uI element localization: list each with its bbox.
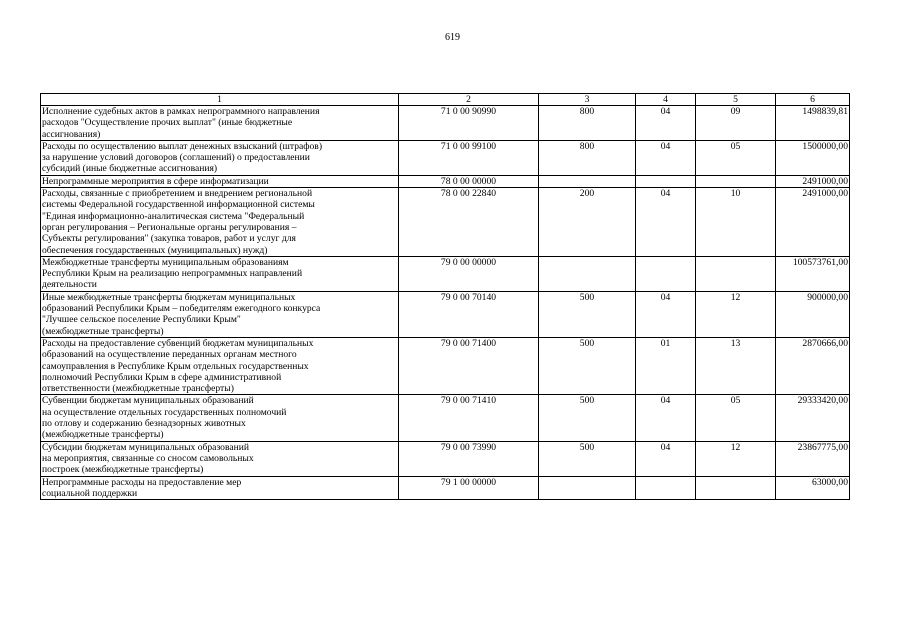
row-section: 04 bbox=[636, 441, 696, 476]
row-code: 79 1 00 00000 bbox=[399, 476, 539, 500]
row-subsection: 05 bbox=[696, 140, 776, 175]
row-subsection bbox=[696, 256, 776, 291]
row-description: Расходы, связанные с приобретением и внедрением региональной системы Федеральной государственной информационной системы "Единая информационно-аналитическая система "Федеральный орган регулирования – Региональные органы регулирования – Субъекты регулирования" (закупка товаров, работ и услуг для обеспечения государственных (муниципальных) нужд) bbox=[41, 188, 399, 257]
table-row bbox=[41, 395, 850, 441]
row-subsection: 12 bbox=[696, 441, 776, 476]
row-expense-type bbox=[539, 476, 636, 500]
row-amount: 23867775,00 bbox=[776, 441, 850, 476]
table-row bbox=[41, 106, 850, 141]
column-header: 3 bbox=[539, 94, 636, 106]
table-row bbox=[41, 476, 850, 500]
column-header: 2 bbox=[399, 94, 539, 106]
table-row bbox=[41, 140, 850, 175]
row-expense-type: 500 bbox=[539, 337, 636, 394]
row-code: 79 0 00 71410 bbox=[399, 395, 539, 441]
row-section bbox=[636, 175, 696, 187]
row-amount: 1498839,81 bbox=[776, 106, 850, 141]
row-amount: 2491000,00 bbox=[776, 188, 850, 257]
table-header-row bbox=[41, 94, 850, 106]
row-subsection: 13 bbox=[696, 337, 776, 394]
row-subsection: 12 bbox=[696, 291, 776, 337]
page-number: 619 bbox=[445, 32, 460, 43]
row-section: 01 bbox=[636, 337, 696, 394]
column-header: 4 bbox=[636, 94, 696, 106]
row-section: 04 bbox=[636, 395, 696, 441]
row-amount: 2491000,00 bbox=[776, 175, 850, 187]
table-body bbox=[41, 106, 850, 500]
budget-table bbox=[40, 93, 850, 500]
row-subsection bbox=[696, 175, 776, 187]
column-header: 1 bbox=[41, 94, 399, 106]
row-code: 79 0 00 71400 bbox=[399, 337, 539, 394]
table-row bbox=[41, 188, 850, 257]
table-row bbox=[41, 337, 850, 394]
row-amount: 1500000,00 bbox=[776, 140, 850, 175]
row-expense-type bbox=[539, 256, 636, 291]
row-subsection: 09 bbox=[696, 106, 776, 141]
row-expense-type: 500 bbox=[539, 395, 636, 441]
table-row bbox=[41, 175, 850, 187]
row-section: 04 bbox=[636, 106, 696, 141]
row-description: Расходы по осуществлению выплат денежных взысканий (штрафов) за нарушение условий договоров (соглашений) о предоставлении субсидий (иные бюджетные ассигнования) bbox=[41, 140, 399, 175]
row-expense-type: 500 bbox=[539, 291, 636, 337]
row-amount: 2870666,00 bbox=[776, 337, 850, 394]
row-description: Межбюджетные трансферты муниципальным образованиям Республики Крым на реализацию непрограммных направлений деятельности bbox=[41, 256, 399, 291]
row-amount: 63000,00 bbox=[776, 476, 850, 500]
row-subsection: 05 bbox=[696, 395, 776, 441]
row-description: Субвенции бюджетам муниципальных образований на осуществление отдельных государственных полномочий по отлову и содержанию безнадзорных животных (межбюджетные трансферты) bbox=[41, 395, 399, 441]
row-code: 71 0 00 90990 bbox=[399, 106, 539, 141]
row-section bbox=[636, 256, 696, 291]
row-expense-type: 500 bbox=[539, 441, 636, 476]
table-row bbox=[41, 441, 850, 476]
column-header: 5 bbox=[696, 94, 776, 106]
row-code: 78 0 00 00000 bbox=[399, 175, 539, 187]
row-expense-type: 800 bbox=[539, 106, 636, 141]
table-row bbox=[41, 256, 850, 291]
row-description: Исполнение судебных актов в рамках непрограммного направления расходов "Осуществление прочих выплат" (иные бюджетные ассигнования) bbox=[41, 106, 399, 141]
row-code: 71 0 00 99100 bbox=[399, 140, 539, 175]
row-amount: 900000,00 bbox=[776, 291, 850, 337]
row-description: Субсидии бюджетам муниципальных образований на мероприятия, связанные со сносом самовольных построек (межбюджетные трансферты) bbox=[41, 441, 399, 476]
row-section: 04 bbox=[636, 291, 696, 337]
row-expense-type: 200 bbox=[539, 188, 636, 257]
row-section bbox=[636, 476, 696, 500]
row-code: 79 0 00 73990 bbox=[399, 441, 539, 476]
row-code: 79 0 00 00000 bbox=[399, 256, 539, 291]
row-amount: 29333420,00 bbox=[776, 395, 850, 441]
row-expense-type bbox=[539, 175, 636, 187]
row-code: 78 0 00 22840 bbox=[399, 188, 539, 257]
row-description: Расходы на предоставление субвенций бюджетам муниципальных образований на осуществление переданных органам местного самоуправления в Республике Крым отдельных государственных полномочий Республики Крым в сфере административной ответственности (межбюджетные трансферты) bbox=[41, 337, 399, 394]
row-expense-type: 800 bbox=[539, 140, 636, 175]
row-section: 04 bbox=[636, 188, 696, 257]
row-description: Непрограммные мероприятия в сфере информатизации bbox=[41, 175, 399, 187]
table-row bbox=[41, 291, 850, 337]
row-description: Иные межбюджетные трансферты бюджетам муниципальных образований Республики Крым – победителям ежегодного конкурса "Лучшее сельское поселение Республики Крым" (межбюджетные трансферты) bbox=[41, 291, 399, 337]
column-header: 6 bbox=[776, 94, 850, 106]
row-description: Непрограммные расходы на предоставление мер социальной поддержки bbox=[41, 476, 399, 500]
row-code: 79 0 00 70140 bbox=[399, 291, 539, 337]
row-amount: 100573761,00 bbox=[776, 256, 850, 291]
row-subsection: 10 bbox=[696, 188, 776, 257]
row-section: 04 bbox=[636, 140, 696, 175]
row-subsection bbox=[696, 476, 776, 500]
